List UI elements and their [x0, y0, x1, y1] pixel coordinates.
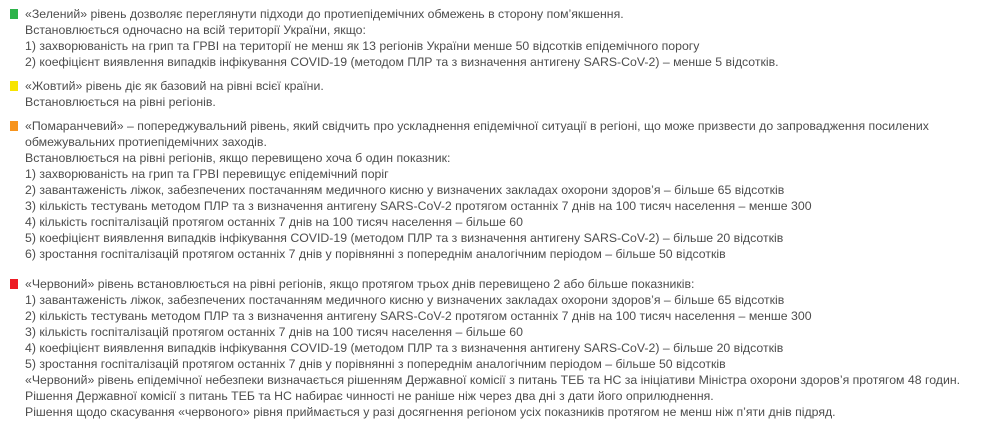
green-level-content: [25, 6, 983, 70]
orange-level-criterion: 3) кількість тестувань методом ПЛР та з визначення антигену SARS-CoV-2 протягом останніх 7 днів на 100 тисяч населення – менше 300: [25, 199, 812, 213]
orange-level-marker: [10, 121, 18, 131]
red-level-criterion: 1) завантаженість ліжок, забезпечених постачанням медичного кисню у визначених закладах охорони здоров’я – більше 65 відсотків: [25, 293, 785, 307]
green-level-heading: «Зелений» рівень дозволяє переглянути підходи до протиепідемічних обмежень в сторону пом’якшення.: [25, 7, 624, 21]
orange-level-section: [10, 118, 983, 262]
orange-level-criterion: 1) захворюваність на грип та ГРВІ перевищує епідемічний поріг: [25, 167, 389, 181]
green-level-criterion: 1) захворюваність на грип та ГРВІ на території не менш як 13 регіонів України менше 50 відсотків епідемічного порогу: [25, 39, 700, 53]
green-level-section: [10, 6, 983, 70]
red-level-criterion: 2) кількість тестувань методом ПЛР та з визначення антигену SARS-CoV-2 протягом останніх 7 днів на 100 тисяч населення – менше 300: [25, 309, 812, 323]
red-level-criterion: 4) коефіцієнт виявлення випадків інфікування COVID-19 (методом ПЛР та з визначення антигену SARS-CoV-2) – більше 20 відсотків: [25, 341, 784, 355]
red-level-text: Рішення щодо скасування «червоного» рівня приймається у разі досягнення регіоном усіх показників протягом не менш ніж п’яти днів підряд.: [25, 405, 836, 419]
yellow-level-content: [25, 78, 983, 110]
red-level-marker: [10, 279, 18, 289]
orange-level-criterion: 5) коефіцієнт виявлення випадків інфікування COVID-19 (методом ПЛР та з визначення антигену SARS-CoV-2) – більше 20 відсотків: [25, 231, 784, 245]
orange-level-text: Встановлюється на рівні регіонів, якщо перевищено хоча б один показник:: [25, 151, 451, 165]
red-level-section: [10, 276, 983, 420]
yellow-level-text: Встановлюється на рівні регіонів.: [25, 95, 216, 109]
red-level-content: [25, 276, 983, 420]
yellow-level-heading: «Жовтий» рівень діє як базовий на рівні всієї країни.: [25, 79, 324, 93]
yellow-level-section: [10, 78, 983, 110]
red-level-text: Рішення Державної комісії з питань ТЕБ та НС набирає чинності не раніше ніж через два дні з дати його оприлюднення.: [25, 389, 714, 403]
orange-level-heading: «Помаранчевий» – попереджувальний рівень, який свідчить про ускладнення епідемічної ситуації в регіоні, що може призвести до запровадження посилених обмежувальних протиепідемічних заходів.: [25, 119, 929, 149]
red-level-criterion: 5) зростання госпіталізацій протягом останніх 7 днів у порівнянні з попереднім аналогічним періодом – більше 50 відсотків: [25, 357, 726, 371]
orange-level-criterion: 6) зростання госпіталізацій протягом останніх 7 днів у порівнянні з попереднім аналогічним періодом – більше 50 відсотків: [25, 247, 726, 261]
red-level-text: «Червоний» рівень епідемічної небезпеки визначається рішенням Державної комісії з питань ТЕБ та НС за ініціативи Міністра охорони здоров’я протягом 48 годин.: [25, 373, 961, 387]
orange-level-criterion: 4) кількість госпіталізацій протягом останніх 7 днів на 100 тисяч населення – більше 60: [25, 215, 523, 229]
green-level-marker: [10, 9, 18, 19]
red-level-heading: «Червоний» рівень встановлюється на рівні регіонів, якщо протягом трьох днів перевищено 2 або більше показників:: [25, 277, 695, 291]
red-level-criterion: 3) кількість госпіталізацій протягом останніх 7 днів на 100 тисяч населення – більше 60: [25, 325, 523, 339]
orange-level-criterion: 2) завантаженість ліжок, забезпечених постачанням медичного кисню у визначених закладах охорони здоров’я – більше 65 відсотків: [25, 183, 785, 197]
yellow-level-marker: [10, 81, 18, 91]
green-level-text: Встановлюється одночасно на всій території України, якщо:: [25, 23, 366, 37]
orange-level-content: [25, 118, 983, 262]
green-level-criterion: 2) коефіцієнт виявлення випадків інфікування COVID-19 (методом ПЛР та з визначення антигену SARS-CoV-2) – менше 5 відсотків.: [25, 55, 779, 69]
